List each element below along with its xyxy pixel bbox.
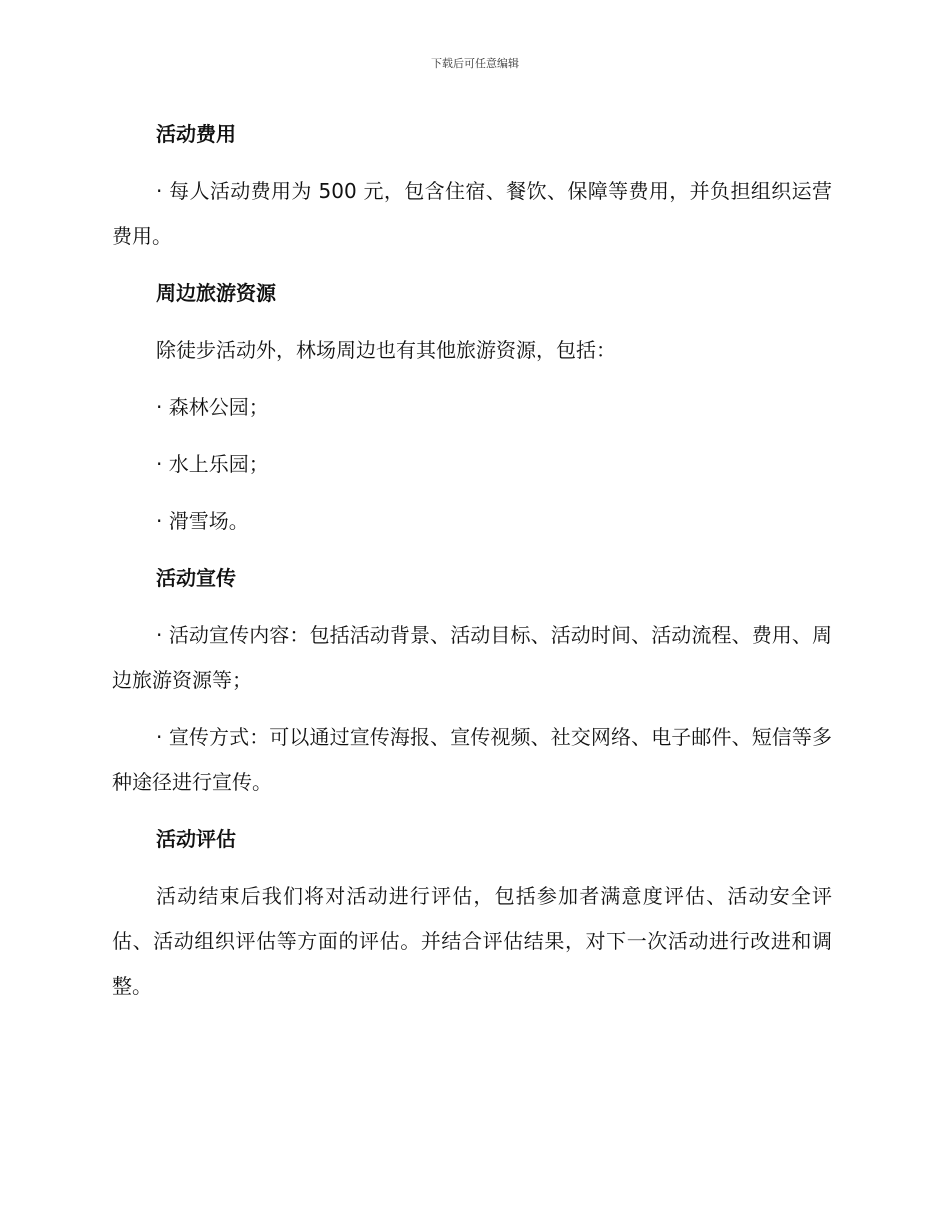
list-item: · 宣传方式：可以通过宣传海报、宣传视频、社交网络、电子邮件、短信等多种途径进行宣传。 — [112, 725, 832, 794]
list-item: · 水上乐园； — [156, 452, 269, 476]
section-fees — [112, 112, 832, 259]
list-item: · 滑雪场。 — [156, 509, 249, 533]
paragraph: 活动结束后我们将对活动进行评估，包括参加者满意度评估、活动安全评估、活动组织评估等方面的评估。并结合评估结果，对下一次活动进行改进和调整。 — [112, 884, 832, 998]
section-promotion — [112, 556, 832, 805]
list-item: · 活动宣传内容：包括活动背景、活动目标、活动时间、活动流程、费用、周边旅游资源等； — [112, 623, 832, 692]
section-tourism-resources — [112, 271, 832, 544]
section-evaluation — [112, 817, 832, 1009]
section-heading: 活动费用 — [156, 122, 236, 146]
paragraph: 除徒步活动外，林场周边也有其他旅游资源，包括： — [156, 338, 616, 362]
section-heading: 周边旅游资源 — [156, 281, 276, 305]
document-body — [112, 112, 832, 1021]
section-heading: 活动宣传 — [156, 566, 236, 590]
page-header: 下载后可任意编辑 — [431, 57, 519, 70]
list-item: · 森林公园； — [156, 395, 269, 419]
section-heading: 活动评估 — [156, 827, 236, 851]
paragraph: · 每人活动费用为 500 元，包含住宿、餐饮、保障等费用，并负担组织运营费用。 — [112, 179, 832, 248]
